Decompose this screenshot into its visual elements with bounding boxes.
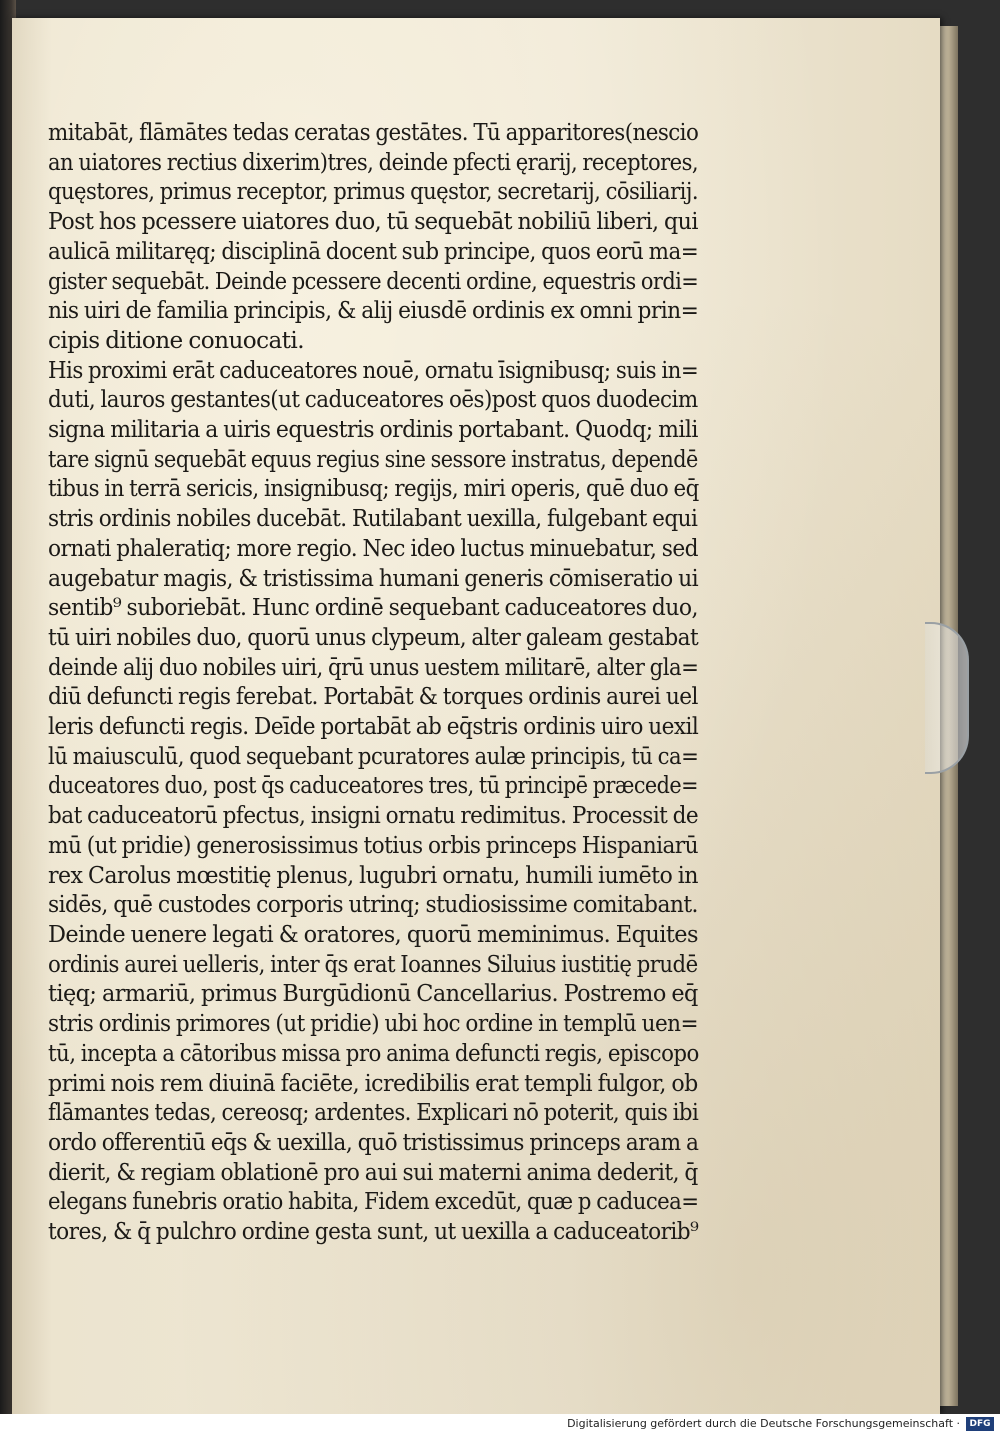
- text-line: augebatur magis, & tristissima humani generis cōmiseratio ui: [48, 563, 699, 592]
- text-line: tores, & q̄ pulchro ordine gesta sunt, ut uexilla a caduceatorib⁹: [48, 1217, 699, 1246]
- text-line: an uiatores rectius dixerim)tres, deinde pfecti ęrarij, receptores,: [48, 147, 699, 176]
- text-line: lū maiusculū, quod sequebant pcuratores aulæ principis, tū ca=: [48, 741, 699, 770]
- text-line: duceatores duo, post q̄s caduceatores tres, tū principē præcede=: [48, 771, 699, 800]
- text-line: stris ordinis nobiles ducebāt. Rutilabant uexilla, fulgebant equi: [48, 504, 698, 533]
- text-line: tibus in terrā sericis, insignibusq; regijs, miri operis, quē duo eq̄: [48, 474, 699, 503]
- footer-credit: Digitalisierung gefördert durch die Deutsche Forschungsgemeinschaft ·: [567, 1417, 960, 1430]
- footer-bar: [0, 1414, 1000, 1435]
- text-line: signa militaria a uiris equestris ordinis portabant. Quodq; mili: [48, 415, 698, 444]
- text-line: tū uiri nobiles duo, quorū unus clypeum, alter galeam gestabat: [48, 622, 699, 651]
- text-line: ordinis aurei uelleris, inter q̄s erat Ioannes Siluius iustitię prudē: [48, 949, 698, 978]
- paper-clip-tab: [925, 622, 969, 774]
- text-line: aulicā militaręq; disciplinā docent sub principe, quos eorū ma=: [48, 236, 699, 265]
- text-line: tare signū sequebāt equus regius sine sessore instratus, dependē: [48, 444, 698, 473]
- text-line: elegans funebris oratio habita, Fidem excedūt, quæ p caducea=: [48, 1187, 699, 1216]
- text-line: mitabāt, flāmātes tedas ceratas gestātes. Tū apparitores(nescio: [48, 118, 699, 146]
- text-line: Post hos pcessere uiatores duo, tū sequebāt nobiliū liberi, qui: [48, 207, 698, 236]
- text-line: primi nois rem diuinā faciēte, icredibilis erat templi fulgor, ob: [48, 1068, 698, 1097]
- text-line: deinde alij duo nobiles uiri, q̄rū unus uestem militarē, alter gla=: [48, 652, 699, 681]
- text-line: stris ordinis primores (ut pridie) ubi hoc ordine in templū uen=: [48, 1009, 699, 1038]
- text-line: His proximi erāt caduceatores nouē, ornatu īsignibusq; suis in=: [48, 355, 699, 384]
- text-line: mū (ut pridie) generosissimus totius orbis princeps Hispaniarū: [48, 830, 698, 859]
- text-line: ordo offerentiū eq̄s & uexilla, quō tristissimus princeps aram a: [48, 1127, 699, 1156]
- text-line: sidēs, quē custodes corporis utrinq; studiosissime comitabant.: [48, 890, 698, 919]
- text-line: Deinde uenere legati & oratores, quorū meminimus. Equites: [48, 919, 698, 948]
- text-line: tū, incepta a cātoribus missa pro anima defuncti regis, episcopo: [48, 1038, 699, 1067]
- text-line: cipis ditione conuocati.: [48, 325, 304, 354]
- text-line: rex Carolus mœstitię plenus, lugubri ornatu, humili iumēto in: [48, 860, 698, 889]
- text-line: duti, lauros gestantes(ut caduceatores oēs)post quos duodecim: [48, 385, 698, 414]
- text-line: gister sequebāt. Deinde pcessere decenti ordine, equestris ordi=: [48, 266, 699, 295]
- text-line: leris defuncti regis. Deīde portabāt ab eq̄stris ordinis uiro uexil: [48, 712, 699, 741]
- page-text-block: [48, 118, 708, 1247]
- text-line: dierit, & regiam oblationē pro aui sui materni anima dederit, q̄: [48, 1157, 698, 1186]
- text-line: diū defuncti regis ferebat. Portabāt & torques ordinis aurei uel: [48, 682, 698, 711]
- text-line: nis uiri de familia principis, & alij eiusdē ordinis ex omni prin=: [48, 296, 699, 325]
- text-line: tięq; armariū, primus Burgūdionū Cancellarius. Postremo eq̄: [48, 979, 698, 1008]
- dfg-logo-icon: DFG: [966, 1417, 994, 1431]
- text-line: ornati phaleratiq; more regio. Nec ideo luctus minuebatur, sed: [48, 533, 699, 562]
- text-line: quęstores, primus receptor, primus quęstor, secretarij, cōsiliarij.: [48, 177, 699, 206]
- text-line: sentib⁹ suboriebāt. Hunc ordinē sequebant caduceatores duo,: [48, 593, 698, 622]
- text-line: bat caduceatorū pfectus, insigni ornatu redimitus. Processit de: [48, 801, 699, 830]
- text-line: flāmantes tedas, cereosq; ardentes. Explicari nō poterit, quis ibi: [48, 1098, 699, 1127]
